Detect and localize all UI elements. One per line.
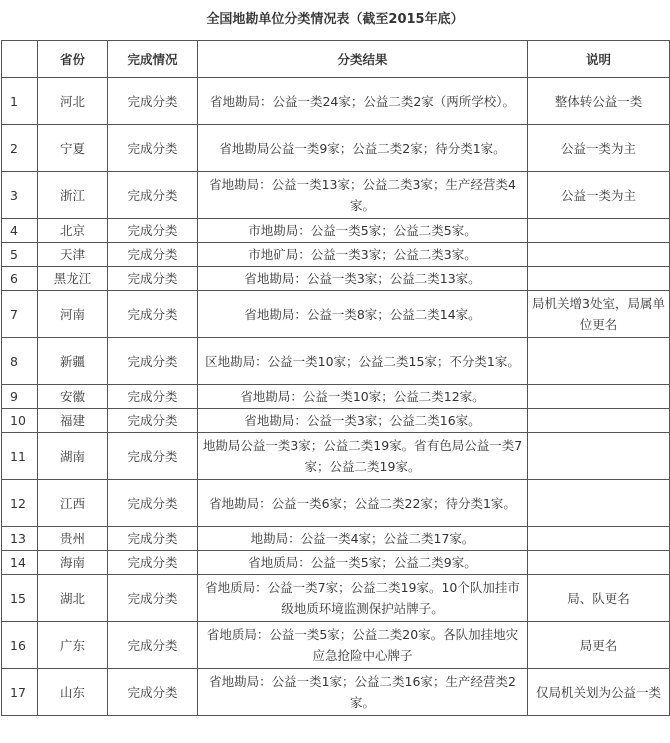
province-cell: 浙江 bbox=[38, 172, 108, 219]
status-cell: 完成分类 bbox=[108, 622, 198, 669]
row-number: 7 bbox=[2, 291, 38, 338]
province-cell: 湖北 bbox=[38, 575, 108, 622]
note-cell: 仅局机关划为公益一类 bbox=[528, 669, 670, 716]
result-cell: 省地质局：公益一类7家；公益二类19家。10个队加挂市级地质环境监测保护站牌子。 bbox=[198, 575, 528, 622]
row-number: 14 bbox=[2, 551, 38, 575]
row-number: 16 bbox=[2, 622, 38, 669]
status-cell: 完成分类 bbox=[108, 338, 198, 385]
row-number: 2 bbox=[2, 125, 38, 172]
province-cell: 江西 bbox=[38, 480, 108, 527]
row-number: 11 bbox=[2, 433, 38, 480]
row-number: 10 bbox=[2, 409, 38, 433]
header-index bbox=[2, 41, 38, 78]
result-cell: 省地勘局：公益一类6家；公益二类22家；待分类1家。 bbox=[198, 480, 528, 527]
note-cell bbox=[528, 385, 670, 409]
province-cell: 贵州 bbox=[38, 527, 108, 551]
status-cell: 完成分类 bbox=[108, 219, 198, 243]
result-cell: 省地勘局：公益一类24家；公益二类2家（两所学校）。 bbox=[198, 78, 528, 125]
row-number: 12 bbox=[2, 480, 38, 527]
status-cell: 完成分类 bbox=[108, 243, 198, 267]
result-cell: 省地勘局：公益一类3家；公益二类16家。 bbox=[198, 409, 528, 433]
note-cell bbox=[528, 551, 670, 575]
result-cell: 区地勘局：公益一类10家；公益二类15家；不分类1家。 bbox=[198, 338, 528, 385]
table-row bbox=[2, 433, 670, 480]
header-province: 省份 bbox=[38, 41, 108, 78]
status-cell: 完成分类 bbox=[108, 78, 198, 125]
table-title: 全国地勘单位分类情况表（截至2015年底） bbox=[206, 12, 464, 27]
province-cell: 河北 bbox=[38, 78, 108, 125]
result-cell: 省地质局：公益一类5家；公益二类9家。 bbox=[198, 551, 528, 575]
status-cell: 完成分类 bbox=[108, 433, 198, 480]
status-cell: 完成分类 bbox=[108, 125, 198, 172]
note-cell bbox=[528, 338, 670, 385]
province-cell: 湖南 bbox=[38, 433, 108, 480]
result-cell: 省地勘局：公益一类1家；公益二类16家；生产经营类2家。 bbox=[198, 669, 528, 716]
note-cell bbox=[528, 527, 670, 551]
table-row bbox=[2, 669, 670, 716]
status-cell: 完成分类 bbox=[108, 575, 198, 622]
status-cell: 完成分类 bbox=[108, 291, 198, 338]
result-cell: 省地勘局公益一类9家；公益二类2家；待分类1家。 bbox=[198, 125, 528, 172]
province-cell: 天津 bbox=[38, 243, 108, 267]
table-row bbox=[2, 125, 670, 172]
province-cell: 河南 bbox=[38, 291, 108, 338]
result-cell: 地勘局公益一类3家；公益二类19家。省有色局公益一类7家；公益二类19家。 bbox=[198, 433, 528, 480]
result-cell: 省地勘局：公益一类10家；公益二类12家。 bbox=[198, 385, 528, 409]
province-cell: 宁夏 bbox=[38, 125, 108, 172]
province-cell: 安徽 bbox=[38, 385, 108, 409]
note-cell: 公益一类为主 bbox=[528, 125, 670, 172]
status-cell: 完成分类 bbox=[108, 480, 198, 527]
row-number: 5 bbox=[2, 243, 38, 267]
row-number: 13 bbox=[2, 527, 38, 551]
table-row bbox=[2, 338, 670, 385]
table-row bbox=[2, 385, 670, 409]
row-number: 1 bbox=[2, 78, 38, 125]
header-row bbox=[2, 41, 670, 78]
table-body bbox=[2, 78, 670, 716]
note-cell: 局机关增3处室，局属单位更名 bbox=[528, 291, 670, 338]
province-cell: 新疆 bbox=[38, 338, 108, 385]
note-cell bbox=[528, 267, 670, 291]
province-cell: 广东 bbox=[38, 622, 108, 669]
status-cell: 完成分类 bbox=[108, 267, 198, 291]
table-row bbox=[2, 243, 670, 267]
header-status: 完成情况 bbox=[108, 41, 198, 78]
note-cell: 局更名 bbox=[528, 622, 670, 669]
row-number: 15 bbox=[2, 575, 38, 622]
status-cell: 完成分类 bbox=[108, 527, 198, 551]
result-cell: 市地矿局：公益一类3家；公益二类3家。 bbox=[198, 243, 528, 267]
row-number: 4 bbox=[2, 219, 38, 243]
table-row bbox=[2, 527, 670, 551]
table-row bbox=[2, 172, 670, 219]
result-cell: 省地质局：公益一类5家；公益二类20家。各队加挂地灾应急抢险中心牌子 bbox=[198, 622, 528, 669]
table-row bbox=[2, 575, 670, 622]
status-cell: 完成分类 bbox=[108, 551, 198, 575]
note-cell bbox=[528, 409, 670, 433]
note-cell bbox=[528, 480, 670, 527]
note-cell bbox=[528, 243, 670, 267]
row-number: 8 bbox=[2, 338, 38, 385]
classification-table bbox=[1, 40, 670, 716]
result-cell: 省地勘局：公益一类13家；公益二类3家；生产经营类4家。 bbox=[198, 172, 528, 219]
row-number: 9 bbox=[2, 385, 38, 409]
table-row bbox=[2, 291, 670, 338]
status-cell: 完成分类 bbox=[108, 172, 198, 219]
note-cell bbox=[528, 433, 670, 480]
note-cell bbox=[528, 219, 670, 243]
status-cell: 完成分类 bbox=[108, 385, 198, 409]
result-cell: 市地勘局：公益一类5家；公益二类5家。 bbox=[198, 219, 528, 243]
status-cell: 完成分类 bbox=[108, 669, 198, 716]
row-number: 6 bbox=[2, 267, 38, 291]
table-row bbox=[2, 480, 670, 527]
header-note: 说明 bbox=[528, 41, 670, 78]
table-row bbox=[2, 409, 670, 433]
header-result: 分类结果 bbox=[198, 41, 528, 78]
table-row bbox=[2, 219, 670, 243]
note-cell: 公益一类为主 bbox=[528, 172, 670, 219]
province-cell: 北京 bbox=[38, 219, 108, 243]
row-number: 17 bbox=[2, 669, 38, 716]
result-cell: 地勘局：公益一类4家；公益二类17家。 bbox=[198, 527, 528, 551]
table-row bbox=[2, 267, 670, 291]
note-cell: 整体转公益一类 bbox=[528, 78, 670, 125]
result-cell: 省地勘局：公益一类3家；公益二类13家。 bbox=[198, 267, 528, 291]
row-number: 3 bbox=[2, 172, 38, 219]
table-row bbox=[2, 78, 670, 125]
province-cell: 福建 bbox=[38, 409, 108, 433]
table-row bbox=[2, 551, 670, 575]
note-cell: 局、队更名 bbox=[528, 575, 670, 622]
province-cell: 山东 bbox=[38, 669, 108, 716]
province-cell: 海南 bbox=[38, 551, 108, 575]
table-row bbox=[2, 622, 670, 669]
province-cell: 黑龙江 bbox=[38, 267, 108, 291]
result-cell: 省地勘局：公益一类8家；公益二类14家。 bbox=[198, 291, 528, 338]
status-cell: 完成分类 bbox=[108, 409, 198, 433]
